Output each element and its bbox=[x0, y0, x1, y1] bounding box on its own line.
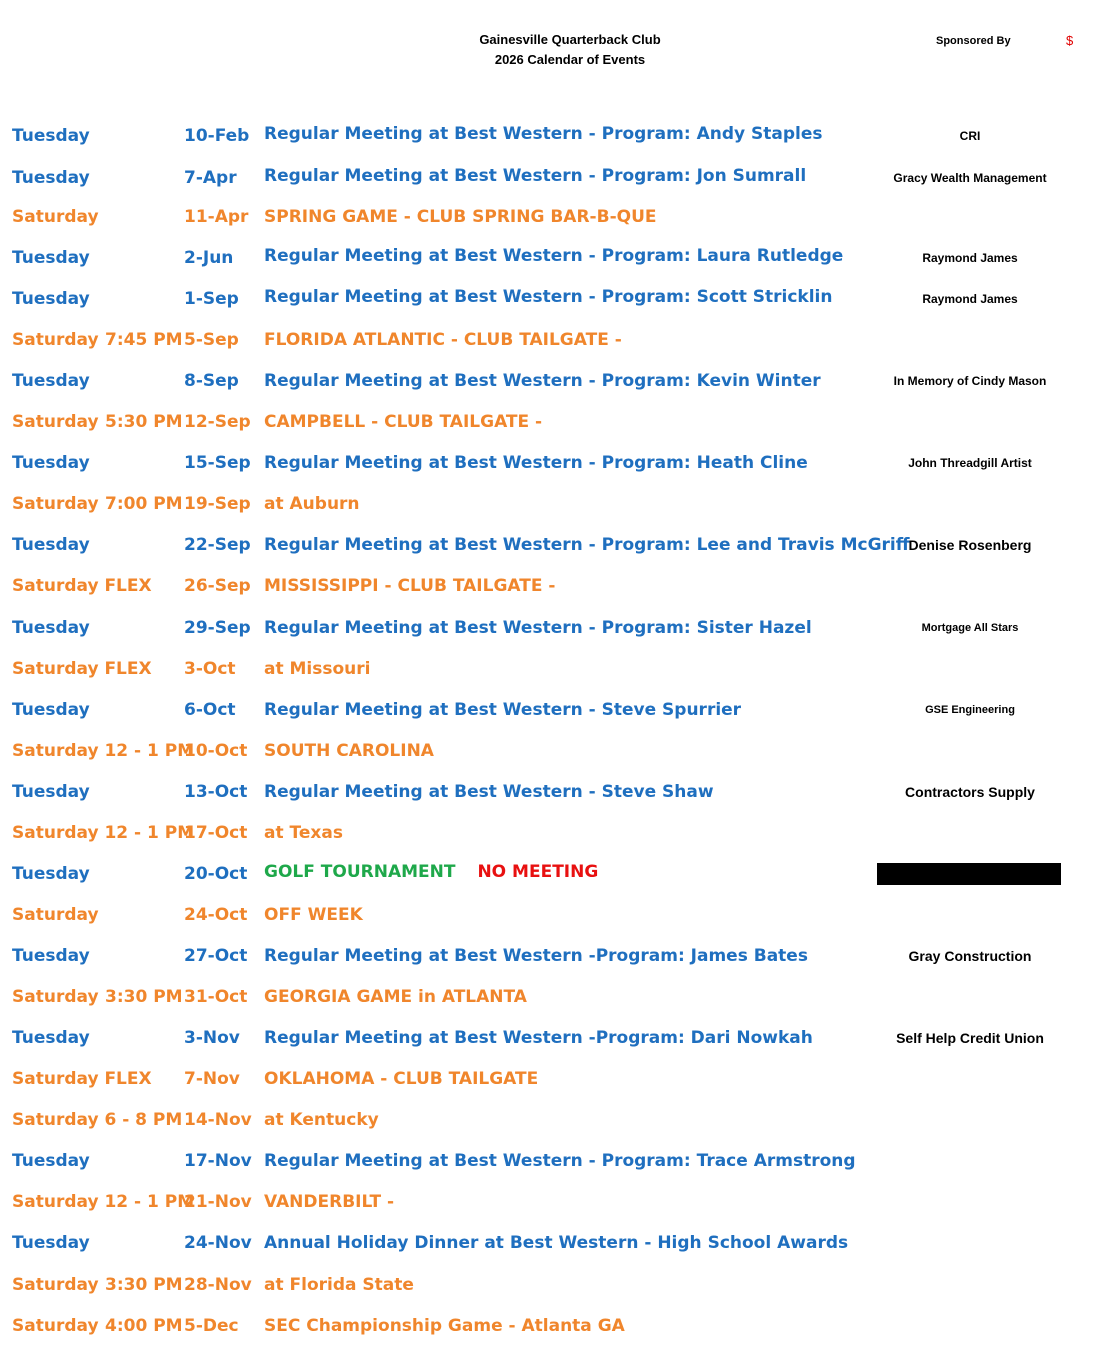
event-row bbox=[0, 325, 1096, 355]
event-sponsor: Self Help Credit Union bbox=[896, 1030, 1044, 1046]
event-date: 5-Sep bbox=[184, 330, 239, 350]
event-date: 3-Oct bbox=[184, 659, 236, 679]
event-time: 3:30 PM bbox=[105, 987, 183, 1007]
event-row bbox=[0, 1270, 1096, 1300]
event-row bbox=[0, 654, 1096, 684]
event-date: 26-Sep bbox=[184, 576, 251, 596]
event-description: Regular Meeting at Best Western - Program: Andy Staples bbox=[264, 124, 823, 144]
event-day: Saturday bbox=[12, 987, 99, 1007]
event-row bbox=[0, 1146, 1096, 1176]
event-day: Tuesday bbox=[12, 289, 90, 309]
event-sponsor: Gray Construction bbox=[908, 948, 1032, 964]
event-day: Saturday 12 - 1 PM bbox=[12, 823, 195, 843]
event-description: SEC Championship Game - Atlanta GA bbox=[264, 1316, 625, 1336]
event-date: 14-Nov bbox=[184, 1110, 252, 1130]
event-day: Saturday bbox=[12, 207, 99, 227]
event-row bbox=[0, 1105, 1096, 1135]
event-row bbox=[0, 818, 1096, 848]
event-date: 8-Sep bbox=[184, 371, 239, 391]
event-row bbox=[0, 530, 1096, 560]
event-description: Regular Meeting at Best Western - Program: Trace Armstrong bbox=[264, 1151, 856, 1171]
event-day: Tuesday bbox=[12, 864, 90, 884]
no-meeting-label: NO MEETING bbox=[477, 862, 599, 882]
event-time: 7:00 PM bbox=[105, 494, 183, 514]
event-day: Saturday bbox=[12, 494, 99, 514]
event-day: Tuesday bbox=[12, 371, 90, 391]
event-day: Tuesday bbox=[12, 946, 90, 966]
event-description: VANDERBILT - bbox=[264, 1192, 395, 1212]
event-date: 6-Oct bbox=[184, 700, 236, 720]
event-sponsor: GSE Engineering bbox=[925, 704, 1015, 716]
calendar-title-block bbox=[420, 30, 720, 70]
event-description: Regular Meeting at Best Western - Program: Laura Rutledge bbox=[264, 246, 844, 266]
event-row bbox=[0, 900, 1096, 930]
event-description: at Texas bbox=[264, 823, 343, 843]
event-day: Saturday FLEX bbox=[12, 576, 152, 596]
event-time: 3:30 PM bbox=[105, 1275, 183, 1295]
event-date: 20-Oct bbox=[184, 864, 248, 884]
event-description: Regular Meeting at Best Western - Program: Kevin Winter bbox=[264, 371, 821, 391]
event-time: 7:45 PM bbox=[105, 330, 183, 350]
calendar-subtitle: 2026 Calendar of Events bbox=[494, 52, 646, 67]
event-description: GEORGIA GAME in ATLANTA bbox=[264, 987, 527, 1007]
event-description: OFF WEEK bbox=[264, 905, 363, 925]
event-description: Regular Meeting at Best Western - Program: Sister Hazel bbox=[264, 618, 812, 638]
event-row bbox=[0, 941, 1096, 971]
event-date: 24-Oct bbox=[184, 905, 248, 925]
event-description: SOUTH CAROLINA bbox=[264, 741, 434, 761]
event-row bbox=[0, 407, 1096, 437]
event-row bbox=[0, 284, 1096, 314]
event-day: Tuesday bbox=[12, 1233, 90, 1253]
event-row bbox=[0, 736, 1096, 766]
redacted-sponsor-block bbox=[877, 863, 1061, 885]
event-sponsor: Raymond James bbox=[922, 292, 1018, 306]
sponsored-by-header: Sponsored By bbox=[936, 35, 1011, 47]
dollar-header: $ bbox=[1066, 33, 1074, 48]
event-day: Tuesday bbox=[12, 248, 90, 268]
event-sponsor: In Memory of Cindy Mason bbox=[893, 374, 1047, 388]
event-description: OKLAHOMA - CLUB TAILGATE bbox=[264, 1069, 539, 1089]
event-day: Tuesday bbox=[12, 782, 90, 802]
event-date: 10-Feb bbox=[184, 126, 250, 146]
event-date: 24-Nov bbox=[184, 1233, 252, 1253]
event-time: 4:00 PM bbox=[105, 1316, 183, 1336]
event-description: Regular Meeting at Best Western - Steve Shaw bbox=[264, 782, 714, 802]
event-row bbox=[0, 163, 1096, 193]
event-date: 7-Apr bbox=[184, 168, 237, 188]
event-day: Saturday FLEX bbox=[12, 659, 152, 679]
event-date: 19-Sep bbox=[184, 494, 251, 514]
event-description: Regular Meeting at Best Western -Program: James Bates bbox=[264, 946, 808, 966]
event-day: Saturday 12 - 1 PM bbox=[12, 741, 195, 761]
golf-tournament-label: GOLF TOURNAMENT bbox=[264, 862, 456, 882]
event-description: CAMPBELL - CLUB TAILGATE - bbox=[264, 412, 543, 432]
event-date: 10-Oct bbox=[184, 741, 248, 761]
event-date: 12-Sep bbox=[184, 412, 251, 432]
event-day: Saturday bbox=[12, 1275, 99, 1295]
event-row bbox=[0, 121, 1096, 151]
event-date: 29-Sep bbox=[184, 618, 251, 638]
event-day: Tuesday bbox=[12, 618, 90, 638]
event-description: SPRING GAME - CLUB SPRING BAR-B-QUE bbox=[264, 207, 657, 227]
event-day: Tuesday bbox=[12, 1151, 90, 1171]
event-row bbox=[0, 613, 1096, 643]
event-row bbox=[0, 489, 1096, 519]
event-day: Tuesday bbox=[12, 453, 90, 473]
event-date: 5-Dec bbox=[184, 1316, 239, 1336]
event-day: Saturday bbox=[12, 330, 99, 350]
event-day: Tuesday bbox=[12, 535, 90, 555]
event-description bbox=[264, 857, 598, 887]
event-description: at Auburn bbox=[264, 494, 360, 514]
event-row bbox=[0, 1187, 1096, 1217]
event-day: Saturday bbox=[12, 412, 99, 432]
event-row bbox=[0, 777, 1096, 807]
event-row bbox=[0, 1023, 1096, 1053]
event-description: MISSISSIPPI - CLUB TAILGATE - bbox=[264, 576, 556, 596]
event-row bbox=[0, 571, 1096, 601]
event-date: 21-Nov bbox=[184, 1192, 252, 1212]
event-sponsor: John Threadgill Artist bbox=[908, 456, 1032, 470]
event-description: at Missouri bbox=[264, 659, 371, 679]
event-description: Regular Meeting at Best Western - Program: Jon Sumrall bbox=[264, 166, 807, 186]
event-date: 22-Sep bbox=[184, 535, 251, 555]
event-description: Regular Meeting at Best Western -Program: Dari Nowkah bbox=[264, 1028, 813, 1048]
event-sponsor: Contractors Supply bbox=[905, 784, 1035, 800]
event-day: Saturday 6 - 8 PM bbox=[12, 1110, 183, 1130]
event-time: 5:30 PM bbox=[105, 412, 183, 432]
event-day: Tuesday bbox=[12, 1028, 90, 1048]
event-row bbox=[0, 695, 1096, 725]
event-day: Tuesday bbox=[12, 700, 90, 720]
event-row bbox=[0, 448, 1096, 478]
event-row bbox=[0, 366, 1096, 396]
event-row bbox=[0, 243, 1096, 273]
event-day: Tuesday bbox=[12, 126, 90, 146]
event-date: 3-Nov bbox=[184, 1028, 240, 1048]
event-sponsor: CRI bbox=[959, 129, 981, 143]
event-date: 31-Oct bbox=[184, 987, 248, 1007]
event-date: 7-Nov bbox=[184, 1069, 240, 1089]
event-date: 17-Oct bbox=[184, 823, 248, 843]
event-row bbox=[0, 982, 1096, 1012]
event-row bbox=[0, 1228, 1096, 1258]
event-description: Annual Holiday Dinner at Best Western - High School Awards bbox=[264, 1233, 849, 1253]
event-date: 28-Nov bbox=[184, 1275, 252, 1295]
event-date: 17-Nov bbox=[184, 1151, 252, 1171]
event-day: Saturday FLEX bbox=[12, 1069, 152, 1089]
event-sponsor: Gracy Wealth Management bbox=[893, 171, 1047, 185]
event-description: Regular Meeting at Best Western - Program: Scott Stricklin bbox=[264, 287, 833, 307]
event-date: 27-Oct bbox=[184, 946, 248, 966]
event-day: Tuesday bbox=[12, 168, 90, 188]
event-day: Saturday bbox=[12, 905, 99, 925]
event-row bbox=[0, 202, 1096, 232]
event-sponsor: Mortgage All Stars bbox=[921, 622, 1019, 634]
event-description: Regular Meeting at Best Western - Steve Spurrier bbox=[264, 700, 742, 720]
event-description: Regular Meeting at Best Western - Program: Lee and Travis McGriff bbox=[264, 535, 910, 555]
event-date: 2-Jun bbox=[184, 248, 234, 268]
event-description: at Florida State bbox=[264, 1275, 414, 1295]
event-row bbox=[0, 1064, 1096, 1094]
event-sponsor: Denise Rosenberg bbox=[908, 537, 1032, 553]
event-row bbox=[0, 1311, 1096, 1341]
event-date: 1-Sep bbox=[184, 289, 239, 309]
event-date: 15-Sep bbox=[184, 453, 251, 473]
club-title: Gainesville Quarterback Club bbox=[479, 32, 661, 47]
event-sponsor: Raymond James bbox=[922, 251, 1018, 265]
event-day: Saturday bbox=[12, 1316, 99, 1336]
event-description: at Kentucky bbox=[264, 1110, 379, 1130]
event-description: Regular Meeting at Best Western - Program: Heath Cline bbox=[264, 453, 808, 473]
event-day: Saturday 12 - 1 PM bbox=[12, 1192, 195, 1212]
event-date: 13-Oct bbox=[184, 782, 248, 802]
event-date: 11-Apr bbox=[184, 207, 249, 227]
event-description: FLORIDA ATLANTIC - CLUB TAILGATE - bbox=[264, 330, 622, 350]
